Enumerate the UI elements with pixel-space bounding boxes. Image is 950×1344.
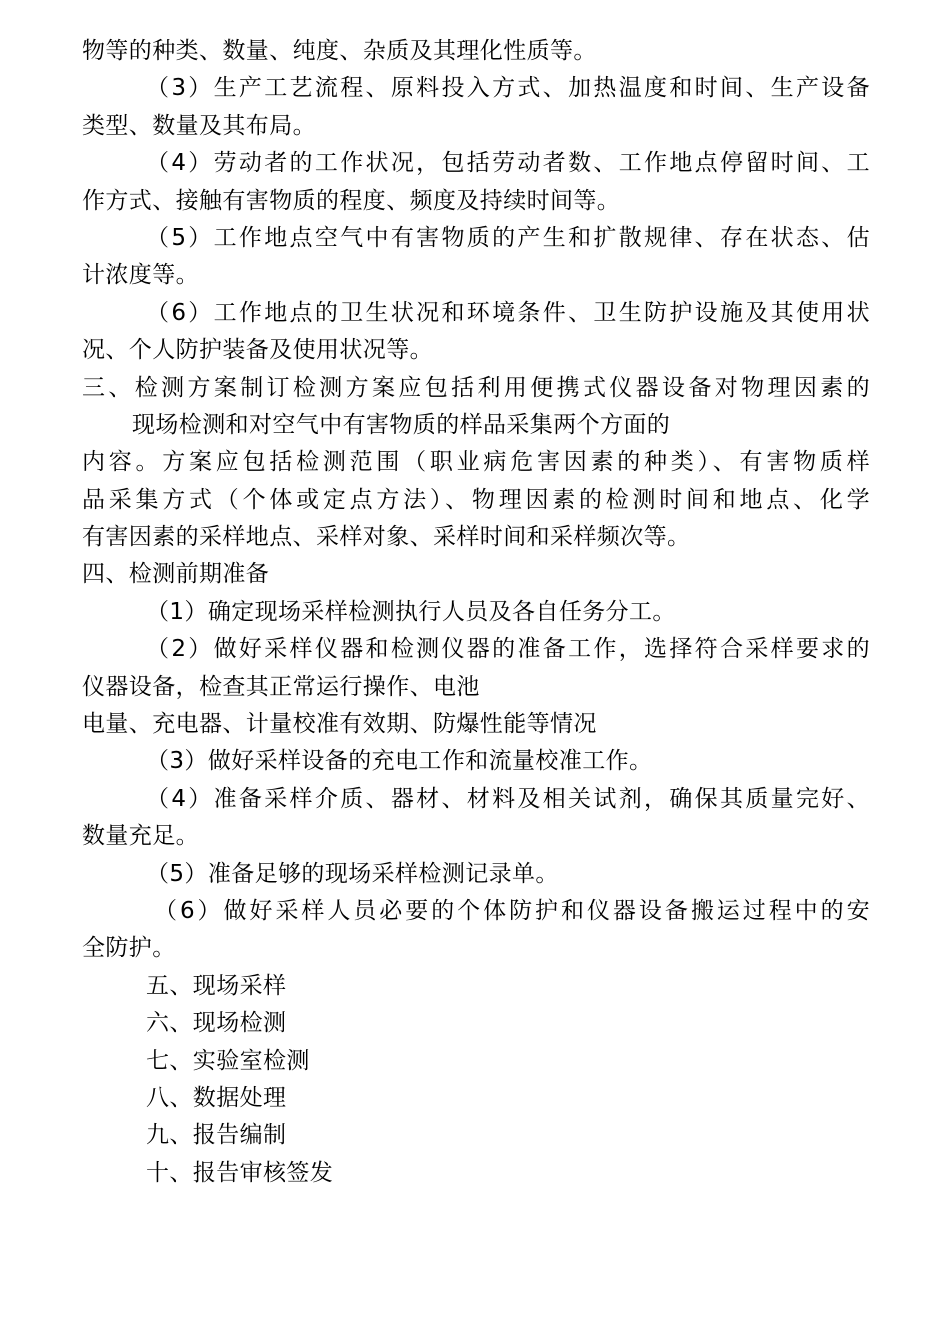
- text-line: 八、数据处理: [146, 1084, 287, 1111]
- text-line: 有害因素的采样地点、采样对象、采样时间和采样频次等。: [82, 524, 691, 551]
- text-line: （4）准备采样介质、器材、材料及相关试剂，确保其质量完好、: [146, 785, 870, 812]
- text-line: 类型、数量及其布局。: [82, 112, 316, 139]
- text-line: 计浓度等。: [82, 262, 199, 289]
- text-line: 三、检测方案制订检测方案应包括利用便携式仪器设备对物理因素的: [82, 374, 870, 401]
- text-line: 内容。方案应包括检测范围（职业病危害因素的种类）、有害物质样: [82, 449, 870, 476]
- text-line: （5）工作地点空气中有害物质的产生和扩散规律、存在状态、估: [146, 224, 870, 251]
- text-line: 品采集方式（个体或定点方法）、物理因素的检测时间和地点、化学: [82, 486, 870, 513]
- text-line: 全防护。: [82, 935, 176, 962]
- text-line: 况、个人防护装备及使用状况等。: [82, 337, 433, 364]
- document-page: [82, 33, 870, 1192]
- text-line: 仪器设备，检查其正常运行操作、电池: [82, 673, 480, 700]
- text-line: （4）劳动者的工作状况，包括劳动者数、工作地点停留时间、工: [146, 150, 870, 177]
- text-line: 十、报告审核签发: [146, 1159, 334, 1186]
- text-line: 七、实验室检测: [146, 1047, 310, 1074]
- text-line: 六、现场检测: [146, 1010, 287, 1037]
- text-line: 九、报告编制: [146, 1122, 287, 1149]
- text-line: 现场检测和对空气中有害物质的样品采集两个方面的: [132, 411, 671, 438]
- text-line: 作方式、接触有害物质的程度、频度及持续时间等。: [82, 187, 621, 214]
- text-line: （5）准备足够的现场采样检测记录单。: [146, 860, 559, 887]
- text-line: （2）做好采样仪器和检测仪器的准备工作，选择符合采样要求的: [146, 636, 870, 663]
- text-line: 物等的种类、数量、纯度、杂质及其理化性质等。: [82, 38, 597, 64]
- text-line: （3）做好采样设备的充电工作和流量校准工作。: [146, 748, 653, 775]
- text-line: （1）确定现场采样检测执行人员及各自任务分工。: [146, 598, 676, 625]
- text-line: 数量充足。: [82, 823, 199, 850]
- text-line: 五、现场采样: [146, 972, 287, 999]
- text-line: （6）工作地点的卫生状况和环境条件、卫生防护设施及其使用状: [146, 299, 870, 326]
- text-line: 四、检测前期准备: [82, 561, 270, 588]
- text-line: 电量、充电器、计量校准有效期、防爆性能等情况: [82, 711, 597, 738]
- text-line: （6）做好采样人员必要的个体防护和仪器设备搬运过程中的安: [154, 897, 870, 924]
- text-line: （3）生产工艺流程、原料投入方式、加热温度和时间、生产设备: [146, 75, 870, 102]
